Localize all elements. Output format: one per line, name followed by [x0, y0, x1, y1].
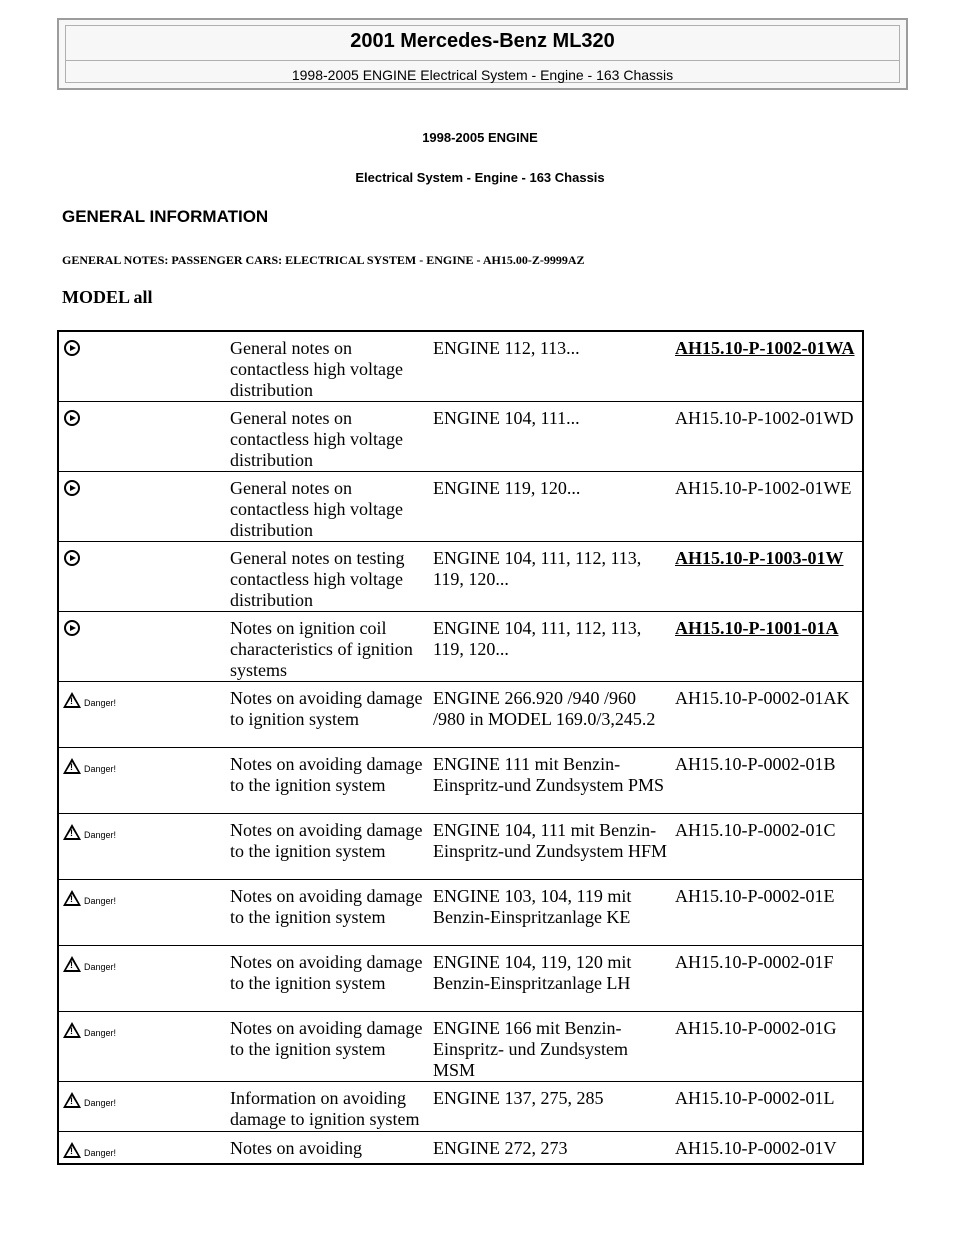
note-title: General notes on testing contactless high voltage distribution [228, 542, 431, 612]
table-row [58, 472, 863, 542]
icon-cell [58, 472, 228, 542]
icon-cell [58, 331, 228, 402]
reference-number: AH15.10-P-0002-01C [673, 814, 863, 880]
note-title: Notes on avoiding damage to the ignition system [228, 946, 431, 1012]
danger-warning-icon [63, 890, 116, 906]
icon-cell [58, 1132, 228, 1165]
danger-label: Danger! [84, 1028, 117, 1038]
note-title: Notes on avoiding damage to the ignition system [228, 880, 431, 946]
icon-cell [58, 1012, 228, 1082]
info-arrow-icon[interactable] [64, 550, 80, 566]
danger-label: Danger! [84, 1098, 117, 1108]
warning-triangle-icon [63, 1092, 81, 1108]
warning-triangle-icon [63, 758, 81, 774]
info-arrow-icon[interactable] [64, 410, 80, 426]
danger-warning-icon [63, 758, 116, 774]
table-row [58, 1012, 863, 1082]
reference-number: AH15.10-P-0002-01E [673, 880, 863, 946]
icon-cell [58, 946, 228, 1012]
icon-cell [58, 814, 228, 880]
reference-number: AH15.10-P-0002-01V [673, 1132, 863, 1165]
danger-warning-icon [63, 824, 116, 840]
note-title: General notes on contactless high voltage distribution [228, 472, 431, 542]
table-row [58, 880, 863, 946]
engine-applicability: ENGINE 137, 275, 285 [431, 1082, 673, 1132]
table-row [58, 1082, 863, 1132]
danger-label: Danger! [84, 764, 117, 774]
header-subtitle: 1998-2005 ENGINE Electrical System - Engine - 163 Chassis [291, 67, 674, 83]
info-arrow-icon[interactable] [64, 340, 80, 356]
note-title: Notes on avoiding damage to the ignition system [228, 1012, 431, 1082]
warning-triangle-icon [63, 824, 81, 840]
table-row [58, 402, 863, 472]
icon-cell [58, 880, 228, 946]
engine-applicability: ENGINE 119, 120... [431, 472, 673, 542]
danger-label: Danger! [84, 1148, 117, 1158]
engine-applicability: ENGINE 111 mit Benzin-Einspritz-und Zundsystem PMS [431, 748, 673, 814]
reference-number: AH15.10-P-0002-01AK [673, 682, 863, 748]
note-title: Notes on avoiding [228, 1132, 431, 1165]
reference-number: AH15.10-P-0002-01F [673, 946, 863, 1012]
warning-triangle-icon [63, 1142, 81, 1158]
table-row [58, 946, 863, 1012]
icon-cell [58, 748, 228, 814]
danger-label: Danger! [84, 698, 117, 708]
page-header-inner [65, 25, 900, 83]
danger-warning-icon [63, 956, 116, 972]
engine-applicability: ENGINE 272, 273 [431, 1132, 673, 1165]
note-title: Notes on avoiding damage to the ignition system [228, 748, 431, 814]
icon-cell [58, 682, 228, 748]
table-row [58, 542, 863, 612]
engine-applicability: ENGINE 104, 111, 112, 113, 119, 120... [431, 542, 673, 612]
reference-number: AH15.10-P-0002-01L [673, 1082, 863, 1132]
note-title: General notes on contactless high voltage distribution [228, 402, 431, 472]
reference-number: AH15.10-P-1002-01WD [673, 402, 863, 472]
table-row [58, 612, 863, 682]
note-title: Notes on ignition coil characteristics of ignition systems [228, 612, 431, 682]
notes-table [57, 330, 864, 1165]
icon-cell [58, 402, 228, 472]
table-row [58, 682, 863, 748]
table-row [58, 748, 863, 814]
info-arrow-icon[interactable] [64, 620, 80, 636]
document-subtitle: Electrical System - Engine - 163 Chassis [355, 170, 605, 185]
notes-heading: GENERAL NOTES: PASSENGER CARS: ELECTRICAL SYSTEM - ENGINE - AH15.00-Z-9999AZ [62, 253, 585, 267]
section-heading: GENERAL INFORMATION [62, 207, 269, 226]
header-divider [66, 60, 899, 61]
note-title: General notes on contactless high voltage distribution [230, 338, 403, 400]
danger-label: Danger! [84, 896, 117, 906]
model-heading: MODEL all [62, 287, 153, 307]
danger-label: Danger! [84, 962, 117, 972]
document-title: 1998-2005 ENGINE [422, 130, 538, 145]
warning-triangle-icon [63, 1022, 81, 1038]
danger-warning-icon [63, 692, 116, 708]
reference-number: AH15.10-P-0002-01G [673, 1012, 863, 1082]
page-header [57, 18, 908, 90]
reference-link[interactable]: AH15.10-P-1003-01W [673, 542, 863, 612]
table-row [58, 331, 863, 402]
engine-applicability: ENGINE 266.920 /940 /960 /980 in MODEL 169.0/3,245.2 [431, 682, 673, 748]
note-title: Information on avoiding damage to ignition system [228, 1082, 431, 1132]
table-row [58, 1132, 863, 1165]
danger-warning-icon [63, 1092, 116, 1108]
note-title: Notes on avoiding damage to the ignition system [228, 814, 431, 880]
engine-applicability: ENGINE 104, 111, 112, 113, 119, 120... [431, 612, 673, 682]
table-row [58, 814, 863, 880]
reference-number: AH15.10-P-0002-01B [673, 748, 863, 814]
danger-warning-icon [63, 1142, 116, 1158]
engine-applicability: ENGINE 104, 119, 120 mit Benzin-Einspritzanlage LH [431, 946, 673, 1012]
danger-warning-icon [63, 1022, 116, 1038]
warning-triangle-icon [63, 692, 81, 708]
engine-applicability: ENGINE 104, 111 mit Benzin-Einspritz-und Zundsystem HFM [431, 814, 673, 880]
icon-cell [58, 1082, 228, 1132]
reference-link[interactable]: AH15.10-P-1002-01WA [675, 338, 855, 358]
engine-applicability: ENGINE 104, 111... [431, 402, 673, 472]
reference-number: AH15.10-P-1002-01WE [673, 472, 863, 542]
danger-label: Danger! [84, 830, 117, 840]
engine-applicability: ENGINE 166 mit Benzin-Einspritz- und Zundsystem MSM [431, 1012, 673, 1082]
reference-link[interactable]: AH15.10-P-1001-01A [673, 612, 863, 682]
icon-cell [58, 612, 228, 682]
warning-triangle-icon [63, 956, 81, 972]
engine-applicability: ENGINE 103, 104, 119 mit Benzin-Einspritzanlage KE [431, 880, 673, 946]
header-title: 2001 Mercedes-Benz ML320 [350, 30, 615, 52]
warning-triangle-icon [63, 890, 81, 906]
note-title: Notes on avoiding damage to ignition system [228, 682, 431, 748]
info-arrow-icon[interactable] [64, 480, 80, 496]
engine-applicability: ENGINE 112, 113... [433, 338, 580, 358]
icon-cell [58, 542, 228, 612]
